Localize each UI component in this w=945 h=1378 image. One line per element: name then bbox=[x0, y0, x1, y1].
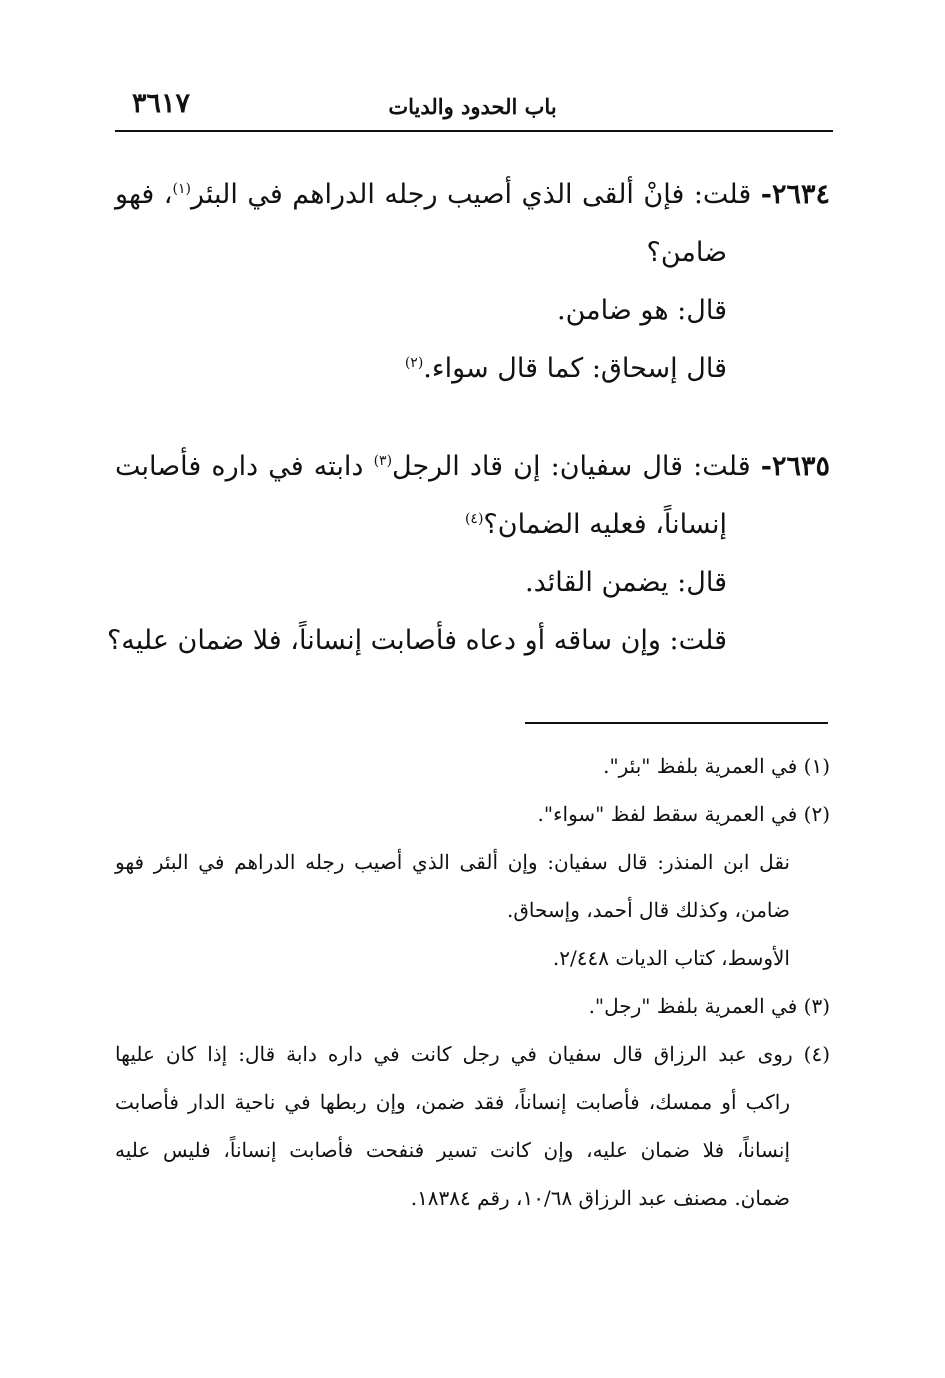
footnote-label: (١) bbox=[803, 754, 830, 778]
footnote-2-source bbox=[115, 934, 830, 982]
footnote-label: (٣) bbox=[803, 994, 830, 1018]
footnote-2-quote bbox=[115, 886, 830, 934]
chapter-title: باب الحدود والديات bbox=[388, 94, 557, 119]
footnote-2 bbox=[115, 790, 830, 838]
entry-line-text: قال: هو ضامن. bbox=[557, 295, 727, 326]
page-number: ٣٦١٧ bbox=[131, 88, 190, 119]
entry-2635 bbox=[106, 438, 830, 670]
footnote-ref: (٣) bbox=[373, 453, 393, 469]
entry-text: قلت: فإنْ ألقى الذي أصيب رجله الدراهم في البئر bbox=[190, 179, 752, 210]
main-text bbox=[106, 166, 830, 670]
footnote-2-quote bbox=[115, 838, 830, 886]
footnotes bbox=[115, 742, 830, 1222]
entry-line-text: قال: يضمن القائد. bbox=[525, 567, 727, 598]
running-header bbox=[115, 88, 830, 128]
footnote-text: في العمرية سقط لفظ "سواء". bbox=[537, 802, 798, 826]
footnote-4-line bbox=[115, 1078, 830, 1126]
footnote-label: (٢) bbox=[803, 802, 830, 826]
entry-line-text: إنساناً، فعليه الضمان؟ bbox=[483, 509, 727, 540]
footnote-text: نقل ابن المنذر: قال سفيان: وإن ألقى الذي أصيب رجله الدراهم في البئر فهو bbox=[115, 850, 790, 874]
footnote-4-line bbox=[115, 1174, 830, 1222]
entry-line bbox=[106, 612, 830, 670]
entry-first-line bbox=[115, 166, 830, 224]
entry-number: ٢٦٣٤- bbox=[760, 179, 830, 210]
entry-line-text: ضامن؟ bbox=[646, 237, 727, 268]
entry-line bbox=[115, 554, 830, 612]
footnote-text: روى عبد الرزاق قال سفيان في رجل كانت في داره دابة قال: إذا كان عليها bbox=[115, 1042, 793, 1066]
footnote-text: إنساناً، فلا ضمان عليه، وإن كانت تسير فنفحت فأصابت إنساناً، فليس عليه bbox=[115, 1138, 790, 1162]
footnote-text: في العمرية بلفظ "بئر". bbox=[603, 754, 798, 778]
footnote-4 bbox=[115, 1030, 830, 1078]
entry-spacer bbox=[115, 398, 830, 438]
footnote-text: في العمرية بلفظ "رجل". bbox=[588, 994, 798, 1018]
footnote-text: راكب أو ممسك، فأصابت إنساناً، فقد ضمن، وإن ربطها في ناحية الدار فأصابت bbox=[115, 1090, 790, 1114]
footnote-text: الأوسط، كتاب الديات ٢/٤٤٨. bbox=[552, 946, 790, 970]
footnote-text: ضامن، وكذلك قال أحمد، وإسحاق. bbox=[507, 898, 790, 922]
entry-line-text: قال إسحاق: كما قال سواء. bbox=[423, 353, 727, 384]
entry-number: ٢٦٣٥- bbox=[760, 451, 830, 482]
entry-text: قلت: قال سفيان: إن قاد الرجل bbox=[392, 451, 751, 482]
entry-line-text: قلت: وإن ساقه أو دعاه فأصابت إنساناً، فلا ضمان عليه؟ bbox=[106, 625, 727, 656]
entry-first-line bbox=[115, 438, 830, 496]
footnote-1 bbox=[115, 742, 830, 790]
footnote-3 bbox=[115, 982, 830, 1030]
entry-text-tail: دابته في داره فأصابت bbox=[115, 451, 374, 482]
entry-line bbox=[115, 282, 830, 340]
entry-line bbox=[115, 224, 830, 282]
footnote-4-line bbox=[115, 1126, 830, 1174]
footnote-label: (٤) bbox=[803, 1042, 831, 1066]
entry-2634 bbox=[115, 166, 830, 398]
footnote-ref: (٤) bbox=[464, 511, 484, 527]
entry-text-tail: ، فهو bbox=[115, 179, 173, 210]
footnote-divider bbox=[525, 722, 828, 724]
entry-line bbox=[115, 496, 830, 554]
header-divider bbox=[115, 130, 833, 132]
footnote-text: ضمان. مصنف عبد الرزاق ١٠/٦٨، رقم ١٨٣٨٤. bbox=[410, 1186, 790, 1210]
entry-line bbox=[115, 340, 830, 398]
footnote-ref: (٢) bbox=[404, 355, 424, 371]
footnote-ref: (١) bbox=[172, 181, 191, 197]
